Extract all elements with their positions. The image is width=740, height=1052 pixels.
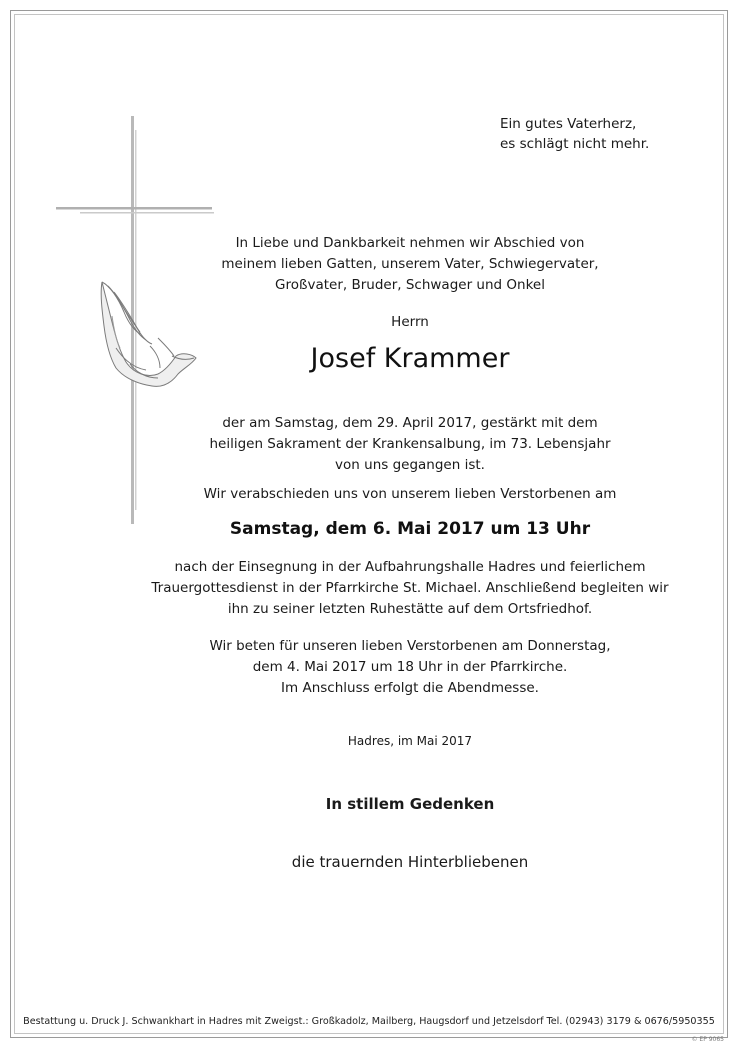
death-info-line-1: der am Samstag, dem 29. April 2017, gestärkt mit dem	[222, 415, 598, 431]
death-info-line-3: von uns gegangen ist.	[335, 457, 485, 473]
motto	[500, 114, 700, 154]
funeral-date: Samstag, dem 6. Mai 2017 um 13 Uhr	[229, 519, 591, 539]
prayer-line-2: dem 4. Mai 2017 um 18 Uhr in der Pfarrkirche.	[252, 659, 568, 675]
farewell-intro	[150, 484, 670, 505]
ceremony-text	[150, 557, 670, 620]
prayer-text	[150, 636, 670, 699]
motto-line-1: Ein gutes Vaterherz,	[500, 116, 637, 132]
ceremony-line-1: nach der Einsegnung in der Aufbahrungshalle Hadres und feierlichem	[174, 559, 646, 575]
funeral-home-footer: Bestattung u. Druck J. Schwankhart in Hadres mit Zweigst.: Großkadolz, Mailberg, Haugsdorf und Jetzelsdorf Tel. (02943) 3179 & 0676/5950355	[23, 1016, 715, 1027]
prayer-line-3: Im Anschluss erfolgt die Abendmesse.	[281, 680, 539, 696]
intro-line-2: meinem lieben Gatten, unserem Vater, Schwiegervater,	[221, 256, 599, 272]
prayer-line-1: Wir beten für unseren lieben Verstorbenen am Donnerstag,	[209, 638, 611, 654]
motto-line-2: es schlägt nicht mehr.	[500, 136, 650, 152]
intro-text	[150, 233, 670, 296]
deceased-name: Josef Krammer	[310, 343, 510, 374]
death-info-line-2: heiligen Sakrament der Krankensalbung, im 73. Lebensjahr	[209, 436, 611, 452]
ceremony-line-3: ihn zu seiner letzten Ruhestätte auf dem Ortsfriedhof.	[227, 601, 593, 617]
intro-line-1: In Liebe und Dankbarkeit nehmen wir Abschied von	[235, 235, 585, 251]
closing-phrase: In stillem Gedenken	[325, 795, 495, 813]
place-and-date: Hadres, im Mai 2017	[347, 734, 473, 748]
death-info	[150, 413, 670, 476]
mourners-signature: die trauernden Hinterbliebenen	[291, 853, 529, 871]
farewell-intro-line: Wir verabschieden uns von unserem lieben Verstorbenen am	[203, 486, 617, 502]
intro-line-3: Großvater, Bruder, Schwager und Onkel	[275, 277, 545, 293]
print-code: © EP 9065	[691, 1036, 724, 1043]
ceremony-line-2: Trauergottesdienst in der Pfarrkirche St. Michael. Anschließend begleiten wir	[151, 580, 669, 596]
salutation: Herrn	[391, 314, 429, 330]
